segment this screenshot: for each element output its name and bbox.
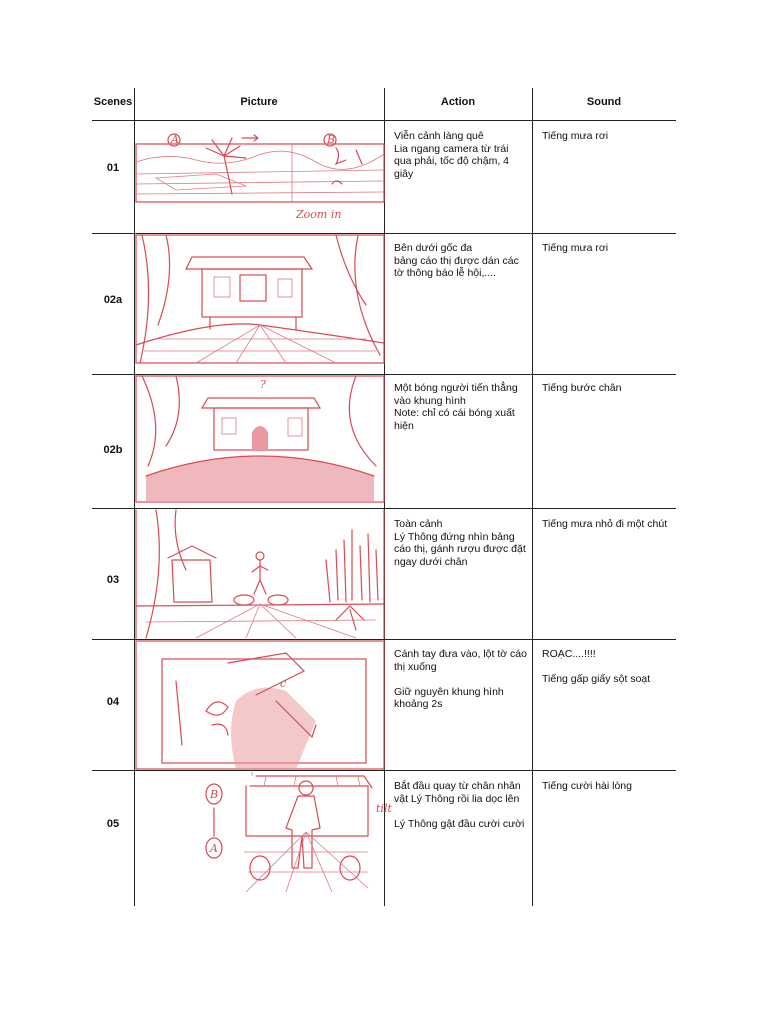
- action-text: Cánh tay đưa vào, lột tờ cáo thị xuống Giữ nguyên khung hình khoảng 2s: [394, 648, 527, 710]
- scene-number: 02a: [103, 294, 123, 306]
- scene-number: 03: [106, 574, 120, 586]
- svg-text:Zoom in: Zoom in: [296, 208, 342, 221]
- action-text: Toàn cảnh Lý Thông đứng nhìn bảng cáo thị, gánh rượu được đặt ngay dưới chân: [394, 518, 526, 568]
- svg-text:tilt: tilt: [376, 802, 392, 815]
- sketch-scene-02b: [136, 376, 384, 504]
- svg-text:B: B: [210, 788, 219, 801]
- header-picture: Picture: [240, 96, 278, 108]
- sound-text: Tiếng cười hài lòng: [542, 780, 632, 792]
- row-divider: [92, 770, 676, 771]
- action-text: Viễn cảnh làng quê Lia ngang camera từ trái qua phải, tốc độ chậm, 4 giây: [394, 130, 509, 180]
- scene-number: 02b: [103, 444, 123, 456]
- svg-text:c: c: [280, 677, 287, 690]
- sketch-scene-03: [136, 510, 384, 638]
- scene-number: 01: [106, 162, 120, 174]
- svg-text:A: A: [210, 842, 218, 855]
- action-text: Bắt đầu quay từ chân nhân vật Lý Thông rồi lia dọc lên Lý Thông gật đầu cười cười: [394, 780, 525, 830]
- action-text: Bên dưới gốc đa bảng cáo thị được dán các tờ thông báo lễ hội,....: [394, 242, 519, 279]
- sound-text: Tiếng mưa rơi: [542, 130, 609, 142]
- column-divider: [532, 88, 533, 906]
- sound-text: Tiếng mưa nhỏ đi một chút: [542, 518, 668, 530]
- svg-text:?: ?: [260, 378, 266, 391]
- sound-text: Tiếng mưa rơi: [542, 242, 609, 254]
- scene-number: 04: [106, 696, 120, 708]
- sound-text: Tiếng bước chân: [542, 382, 622, 394]
- storyboard-table: [92, 88, 676, 906]
- scene-number: 05: [106, 818, 120, 830]
- row-divider: [92, 639, 676, 640]
- sketch-scene-02a: [136, 235, 384, 365]
- action-text: Một bóng người tiến thẳng vào khung hình Note: chỉ có cái bóng xuất hiện: [394, 382, 518, 432]
- svg-text:A: A: [171, 133, 179, 146]
- row-divider: [92, 120, 676, 121]
- sound-text: ROẠC....!!!! Tiếng gấp giấy sột soạt: [542, 648, 651, 685]
- row-divider: [92, 374, 676, 375]
- sketch-scene-04: [136, 641, 384, 769]
- header-action: Action: [440, 96, 476, 108]
- column-divider: [134, 88, 135, 906]
- header-scenes: Scenes: [93, 96, 133, 108]
- header-sound: Sound: [586, 96, 622, 108]
- sketch-scene-01: [136, 134, 384, 224]
- row-divider: [92, 508, 676, 509]
- row-divider: [92, 233, 676, 234]
- sketch-scene-05: [136, 772, 392, 906]
- svg-text:B: B: [327, 133, 336, 146]
